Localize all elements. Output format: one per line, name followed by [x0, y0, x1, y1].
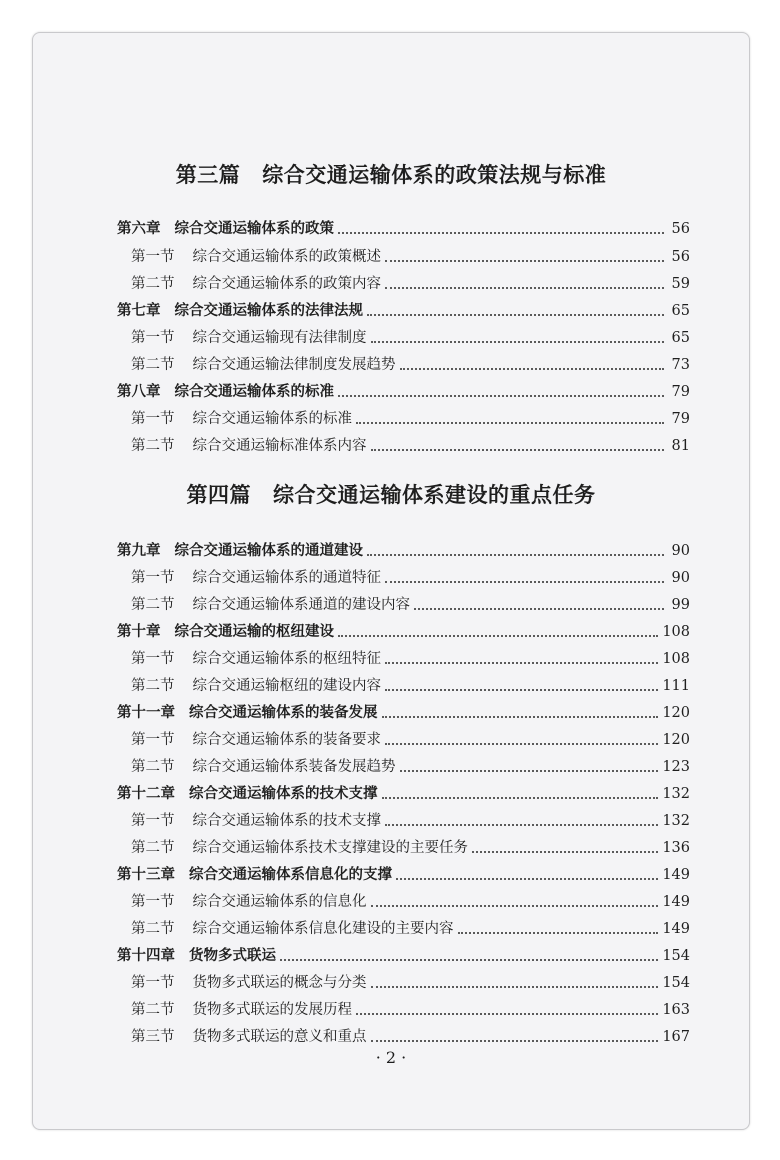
- page-number: 79: [671, 384, 690, 400]
- toc-section-entry[interactable]: [117, 967, 690, 993]
- page-number: 56: [671, 249, 690, 265]
- section-title: 货物多式联运的概念与分类: [192, 975, 367, 991]
- toc-section-entry[interactable]: [117, 403, 690, 429]
- toc-section-entry[interactable]: [117, 832, 690, 858]
- chapter-title: 综合交通运输的枢纽建设: [174, 623, 334, 640]
- section-number: 第二节: [131, 357, 175, 373]
- section-title: 综合交通运输体系装备发展趋势: [192, 759, 396, 775]
- toc-chapter-entry[interactable]: [117, 295, 690, 321]
- toc-section-entry[interactable]: [117, 241, 690, 267]
- page-number: 167: [662, 1029, 690, 1045]
- toc-section-entry[interactable]: [117, 430, 690, 456]
- dot-leader: [338, 635, 658, 637]
- section-title: 综合交通运输法律制度发展趋势: [192, 357, 396, 373]
- chapter-number: 第十章: [117, 623, 161, 640]
- section-number: 第二节: [131, 438, 175, 454]
- section-title: 综合交通运输体系的装备要求: [192, 732, 381, 748]
- section-title: 货物多式联运的意义和重点: [192, 1029, 367, 1045]
- chapter-number: 第六章: [117, 220, 161, 237]
- dot-leader: [356, 1013, 658, 1015]
- part-label: 第四篇: [186, 482, 251, 507]
- page-number: 132: [662, 813, 690, 829]
- dot-leader: [338, 232, 664, 234]
- section-title: 综合交通运输体系信息化建设的主要内容: [192, 921, 454, 937]
- toc-section-entry[interactable]: [117, 805, 690, 831]
- dot-leader: [371, 449, 665, 451]
- section-title: 综合交通运输体系的枢纽特征: [192, 651, 381, 667]
- page-number: 120: [662, 732, 690, 748]
- dot-leader: [414, 608, 664, 610]
- toc-chapter-entry[interactable]: [117, 859, 690, 885]
- toc-section-entry[interactable]: [117, 322, 690, 348]
- section-number: 第二节: [131, 276, 175, 292]
- section-number: 第二节: [131, 921, 175, 937]
- document-page: [32, 32, 750, 1130]
- section-number: 第一节: [131, 570, 175, 586]
- section-number: 第二节: [131, 1002, 175, 1018]
- dot-leader: [367, 314, 664, 316]
- chapter-number: 第十二章: [117, 785, 175, 802]
- page-number: 149: [662, 867, 690, 883]
- toc-section-entry[interactable]: [117, 751, 690, 777]
- page-number: 149: [662, 894, 690, 910]
- section-number: 第一节: [131, 330, 175, 346]
- chapter-number: 第七章: [117, 302, 161, 319]
- toc-section-entry[interactable]: [117, 643, 690, 669]
- page-number: 73: [671, 357, 690, 373]
- section-number: 第一节: [131, 249, 175, 265]
- chapter-title: 综合交通运输体系的通道建设: [174, 542, 363, 559]
- section-number: 第二节: [131, 678, 175, 694]
- part-title-text: 综合交通运输体系建设的重点任务: [273, 482, 596, 507]
- section-title: 综合交通运输体系通道的建设内容: [192, 597, 410, 613]
- chapter-number: 第十四章: [117, 947, 175, 964]
- dot-leader: [385, 743, 658, 745]
- dot-leader: [280, 959, 658, 961]
- chapter-title: 综合交通运输体系的法律法规: [174, 302, 363, 319]
- chapter-title: 综合交通运输体系的标准: [174, 383, 334, 400]
- dot-leader: [371, 1040, 659, 1042]
- toc-section-entry[interactable]: [117, 268, 690, 294]
- part-heading: [33, 479, 749, 509]
- dot-leader: [371, 341, 665, 343]
- toc-chapter-entry[interactable]: [117, 616, 690, 642]
- toc-section-entry[interactable]: [117, 670, 690, 696]
- page-number: 154: [662, 948, 690, 964]
- dot-leader: [382, 797, 659, 799]
- chapter-number: 第八章: [117, 383, 161, 400]
- part-title-text: 综合交通运输体系的政策法规与标准: [262, 162, 607, 187]
- section-number: 第二节: [131, 759, 175, 775]
- page-number: 99: [671, 597, 690, 613]
- section-title: 货物多式联运的发展历程: [192, 1002, 352, 1018]
- toc-chapter-entry[interactable]: [117, 213, 690, 239]
- dot-leader: [458, 932, 659, 934]
- page-number: 81: [671, 438, 690, 454]
- chapter-number: 第十一章: [117, 704, 175, 721]
- section-number: 第三节: [131, 1029, 175, 1045]
- toc-chapter-entry[interactable]: [117, 535, 690, 561]
- toc-chapter-entry[interactable]: [117, 778, 690, 804]
- chapter-title: 货物多式联运: [189, 947, 276, 964]
- toc-section-entry[interactable]: [117, 913, 690, 939]
- section-number: 第一节: [131, 813, 175, 829]
- toc-chapter-entry[interactable]: [117, 940, 690, 966]
- dot-leader: [356, 422, 664, 424]
- chapter-number: 第十三章: [117, 866, 175, 883]
- section-title: 综合交通运输体系的通道特征: [192, 570, 381, 586]
- toc-chapter-entry[interactable]: [117, 697, 690, 723]
- section-number: 第一节: [131, 732, 175, 748]
- page-number: 120: [662, 705, 690, 721]
- section-title: 综合交通运输现有法律制度: [192, 330, 367, 346]
- dot-leader: [396, 878, 658, 880]
- dot-leader: [385, 287, 664, 289]
- toc-section-entry[interactable]: [117, 349, 690, 375]
- toc-section-entry[interactable]: [117, 562, 690, 588]
- section-title: 综合交通运输体系技术支撑建设的主要任务: [192, 840, 468, 856]
- section-title: 综合交通运输枢纽的建设内容: [192, 678, 381, 694]
- toc-section-entry[interactable]: [117, 1021, 690, 1047]
- part-heading: [33, 159, 749, 189]
- part-label: 第三篇: [175, 162, 241, 187]
- page-number: 90: [671, 570, 690, 586]
- section-number: 第一节: [131, 975, 175, 991]
- page-number: 149: [662, 921, 690, 937]
- section-number: 第一节: [131, 894, 175, 910]
- toc-section-entry[interactable]: [117, 886, 690, 912]
- chapter-title: 综合交通运输体系的政策: [174, 220, 334, 237]
- page-number: 163: [662, 1002, 690, 1018]
- dot-leader: [338, 395, 664, 397]
- dot-leader: [382, 716, 659, 718]
- section-title: 综合交通运输体系的技术支撑: [192, 813, 381, 829]
- page-number: 108: [662, 651, 690, 667]
- toc-section-entry[interactable]: [117, 589, 690, 615]
- chapter-title: 综合交通运输体系的装备发展: [189, 704, 378, 721]
- dot-leader: [367, 554, 664, 556]
- page-number: 79: [671, 411, 690, 427]
- chapter-title: 综合交通运输体系信息化的支撑: [189, 866, 392, 883]
- dot-leader: [472, 851, 658, 853]
- page-number: 123: [662, 759, 690, 775]
- section-number: 第一节: [131, 411, 175, 427]
- page-number: 59: [671, 276, 690, 292]
- dot-leader: [371, 986, 659, 988]
- chapter-title: 综合交通运输体系的技术支撑: [189, 785, 378, 802]
- toc-chapter-entry[interactable]: [117, 376, 690, 402]
- section-number: 第一节: [131, 651, 175, 667]
- dot-leader: [385, 689, 658, 691]
- section-number: 第二节: [131, 597, 175, 613]
- toc-section-entry[interactable]: [117, 994, 690, 1020]
- section-title: 综合交通运输体系的标准: [192, 411, 352, 427]
- page-number: 65: [671, 330, 690, 346]
- chapter-number: 第九章: [117, 542, 161, 559]
- page-number: 136: [662, 840, 690, 856]
- page-number: 65: [671, 303, 690, 319]
- dot-leader: [400, 368, 665, 370]
- dot-leader: [385, 824, 658, 826]
- section-title: 综合交通运输体系的政策概述: [192, 249, 381, 265]
- page-number: 108: [662, 624, 690, 640]
- page-number: 56: [671, 221, 690, 237]
- dot-leader: [385, 662, 658, 664]
- dot-leader: [371, 905, 659, 907]
- dot-leader: [385, 581, 664, 583]
- dot-leader: [385, 260, 664, 262]
- page-number: 111: [662, 678, 690, 694]
- section-number: 第二节: [131, 840, 175, 856]
- dot-leader: [400, 770, 659, 772]
- section-title: 综合交通运输体系的信息化: [192, 894, 367, 910]
- section-title: 综合交通运输体系的政策内容: [192, 276, 381, 292]
- toc-section-entry[interactable]: [117, 724, 690, 750]
- page-folio: · 2 ·: [375, 1048, 407, 1067]
- section-title: 综合交通运输标准体系内容: [192, 438, 367, 454]
- page-number: 132: [662, 786, 690, 802]
- page-number: 90: [671, 543, 690, 559]
- page-number: 154: [662, 975, 690, 991]
